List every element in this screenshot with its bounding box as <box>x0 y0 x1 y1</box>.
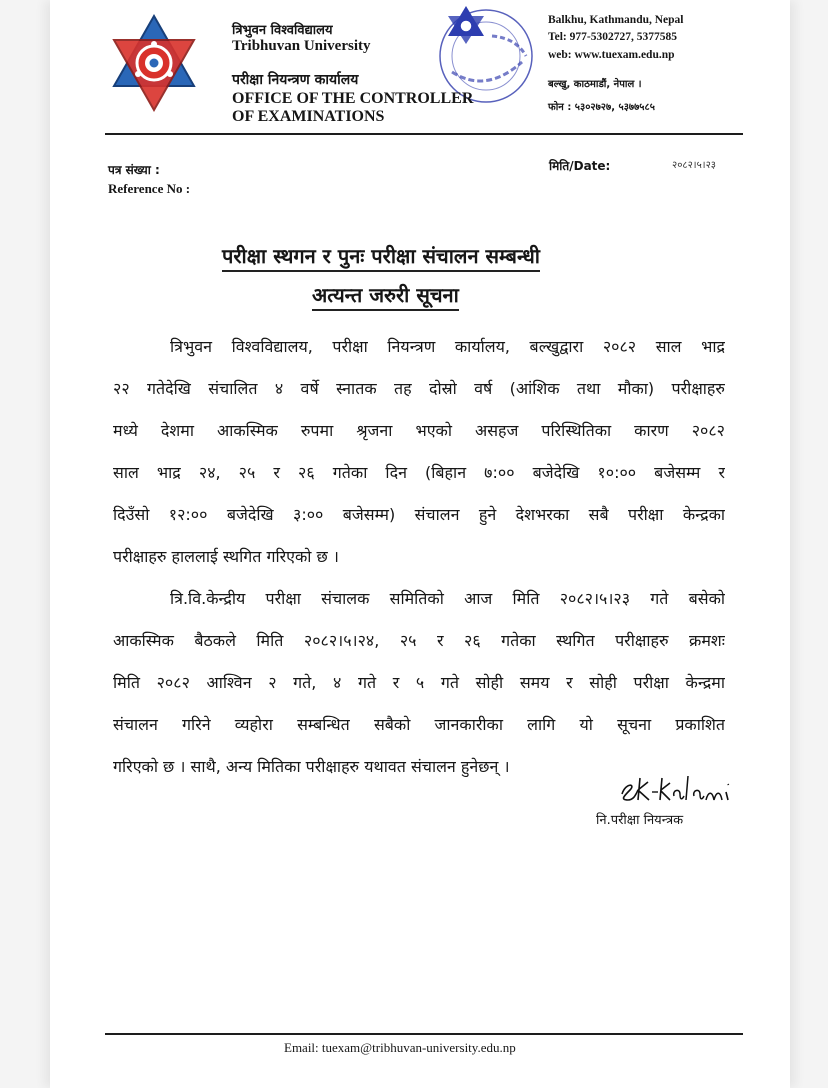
body-line: दिउँसो १२:०० बजेदेखि ३:०० बजेसम्म) संचालन हुने देशभरका सबै परीक्षा केन्द्रका <box>113 505 725 524</box>
university-name: Tribhuvan University <box>232 38 371 54</box>
body-line: मध्ये देशमा आकस्मिक रुपमा श्रृजना भएको असहज परिस्थितिका कारण २०८२ <box>113 421 725 440</box>
body-line: २२ गतेदेखि संचालित ४ वर्षे स्नातक तह दोस्रो वर्ष (आंशिक तथा मौका) परीक्षाहरु <box>113 379 725 398</box>
notice-title-line-1: परीक्षा स्थगन र पुनः परीक्षा संचालन सम्बन्धी <box>222 242 540 272</box>
footer-divider <box>105 1033 743 1035</box>
reference-label: Reference No : <box>108 181 191 196</box>
reference-label-nepali: पत्र संख्या : <box>108 163 160 177</box>
header-divider <box>105 133 743 135</box>
body-line: मिति २०८२ आश्विन २ गते, ४ गते र ५ गते सोही समय र सोही परीक्षा केन्द्रमा <box>113 673 725 692</box>
tribhuvan-university-logo <box>112 14 196 112</box>
notice-title-line-2: अत्यन्त जरुरी सूचना <box>312 281 459 311</box>
office-name-nepali: परीक्षा नियन्त्रण कार्यालय <box>232 72 359 88</box>
footer-email: Email: tuexam@tribhuvan-university.edu.np <box>284 1040 516 1055</box>
body-line: परीक्षाहरु हाललाई स्थगित गरिएको छ । <box>113 547 339 566</box>
website: web: www.tuexam.edu.np <box>548 49 675 61</box>
date-value: २०८२।५।२३ <box>672 160 716 171</box>
handwritten-signature <box>616 770 746 806</box>
date-label: मिति/Date: <box>549 159 611 173</box>
address: Balkhu, Kathmandu, Nepal <box>548 14 684 26</box>
signer-title: नि.परीक्षा नियन्त्रक <box>596 813 684 828</box>
address-nepali: बल्खु, काठमाडौं, नेपाल । <box>548 79 642 90</box>
body-line: संचालन गरिने व्यहोरा सम्बन्धित सबैको जानकारीका लागि यो सूचना प्रकाशित <box>113 715 725 734</box>
telephone: Tel: 977-5302727, 5377585 <box>548 31 677 43</box>
office-name-line-1: OFFICE OF THE CONTROLLER <box>232 90 474 107</box>
body-line: साल भाद्र २४, २५ र २६ गतेका दिन (बिहान ७:०० बजेदेखि १०:०० बजेसम्म र <box>113 463 725 482</box>
body-line: त्रिभुवन विश्वविद्यालय, परीक्षा नियन्त्रण कार्यालय, बल्खुद्वारा २०८२ साल भाद्र <box>170 337 725 356</box>
office-name-line-2: OF EXAMINATIONS <box>232 108 385 125</box>
body-line: गरिएको छ । साथै, अन्य मितिका परीक्षाहरु यथावत संचालन हुनेछन् । <box>113 757 510 776</box>
phone-nepali: फोन : ५३०२७२७, ५३७७५८५ <box>548 102 655 113</box>
body-line: आकस्मिक बैठकले मिति २०८२।५।२४, २५ र २६ गतेका स्थगित परीक्षाहरु क्रमशः <box>113 631 725 650</box>
university-name-nepali: त्रिभुवन विश्वविद्यालय <box>232 23 333 38</box>
body-line: त्रि.वि.केन्द्रीय परीक्षा संचालक समितिको आज मिति २०८२।५।२३ गते बसेको <box>170 589 725 608</box>
